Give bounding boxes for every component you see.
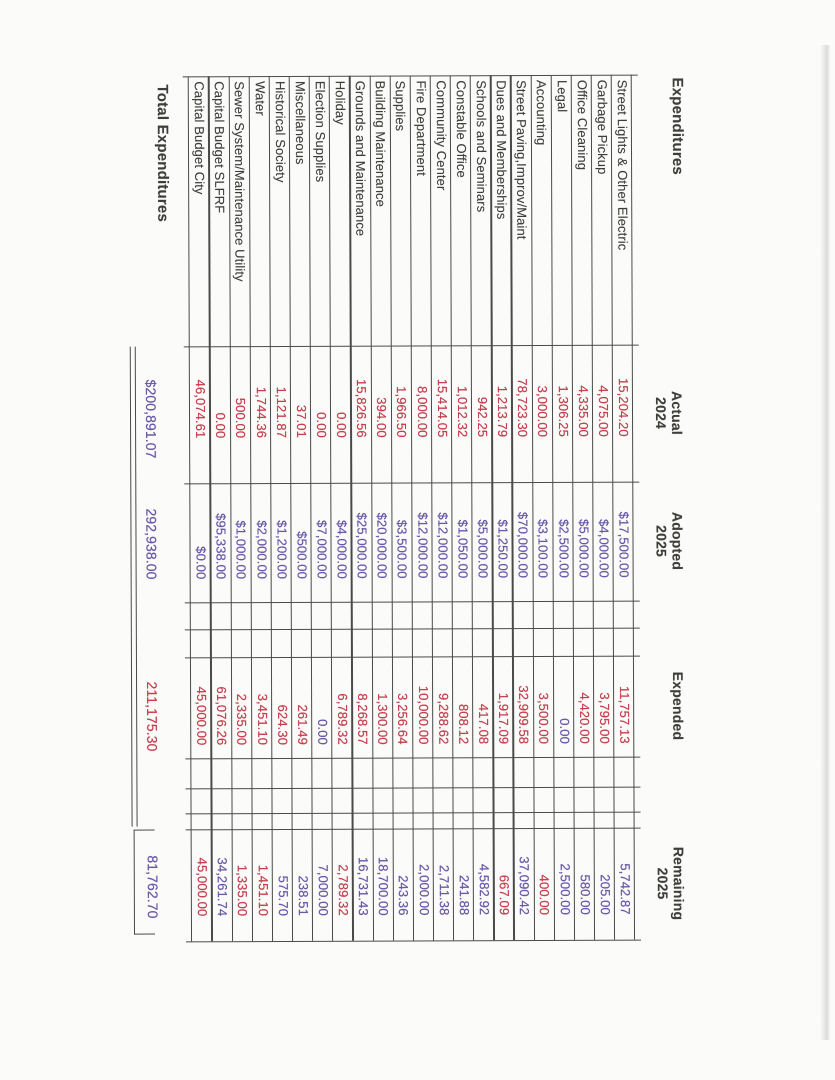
cell-remaining-2025: 2,789.32: [335, 863, 351, 916]
cell-account-name: Community Center: [433, 79, 449, 190]
table-row: [531, 74, 554, 939]
cell-account-name: Accounting: [533, 79, 549, 145]
cell-actual-2024: 15,826.56: [353, 378, 369, 438]
table-row: [390, 75, 413, 940]
cell-adopted-2025: $17,500.00: [615, 511, 632, 578]
cell-actual-2024: 1,213.79: [494, 385, 510, 437]
cell-actual-2024: 37.01: [293, 404, 309, 438]
cell-adopted-2025: $12,000.00: [414, 511, 430, 579]
cell-remaining-2025: 667.09: [496, 874, 512, 915]
cell-adopted-2025: $0.00: [193, 545, 209, 579]
column-header-line: 2024: [652, 396, 669, 429]
column-header-line: Expended: [669, 671, 686, 740]
table-row: [510, 75, 533, 940]
table-body: [188, 74, 634, 941]
total-single-underline: [133, 829, 154, 934]
cell-actual-2024: 1,012.32: [454, 385, 470, 437]
table-row: [551, 74, 574, 939]
column-header-line: Actual: [668, 390, 685, 435]
cell-account-name: Street Paving,Improv/Maint: [513, 79, 530, 240]
cell-account-name: Fire Department: [412, 79, 429, 176]
table-row: [229, 76, 252, 941]
cell-account-name: Dues and Memberships: [493, 79, 509, 220]
cell-account-name: Legal: [553, 79, 569, 112]
table-row: [289, 75, 312, 940]
cell-actual-2024: 15,414.05: [434, 378, 450, 437]
cell-remaining-2025: 2,000.00: [415, 863, 432, 916]
cell-expended: 3,256.64: [395, 692, 411, 745]
table-row: [591, 74, 614, 939]
total-expenditures-label: Total Expenditures: [153, 83, 171, 222]
total-remaining-2025: 81,762.70: [144, 854, 161, 919]
cell-account-name: Miscellaneous: [292, 80, 308, 165]
cell-remaining-2025: 1,451.10: [254, 864, 271, 916]
cell-adopted-2025: $12,000.00: [434, 511, 450, 578]
table-row: [349, 75, 372, 940]
cell-remaining-2025: 580.00: [577, 873, 593, 915]
cell-account-name: Constable Office: [453, 79, 469, 178]
cell-adopted-2025: $20,000.00: [374, 512, 390, 579]
table-row: [410, 75, 433, 940]
cell-actual-2024: 1,744.36: [252, 386, 269, 438]
cell-expended: 6,789.32: [334, 692, 350, 745]
cell-remaining-2025: 243.36: [395, 874, 411, 916]
cell-adopted-2025: $4,000.00: [595, 518, 612, 578]
cell-account-name: Sewer System/Maintenance Utility: [231, 80, 248, 282]
cell-expended: 2,335.00: [234, 693, 250, 745]
cell-remaining-2025: 400.00: [536, 874, 552, 915]
cell-expended: 1,917.09: [495, 692, 511, 744]
cell-remaining-2025: 5,742.87: [617, 862, 633, 915]
cell-account-name: Street Lights & Other Electric: [614, 79, 630, 250]
cell-adopted-2025: $95,338.00: [213, 512, 229, 579]
cell-expended: 624.30: [274, 704, 290, 745]
cell-adopted-2025: $7,000.00: [313, 519, 330, 579]
cell-account-name: Office Cleaning: [573, 79, 590, 170]
column-header-line: 2025: [652, 524, 670, 557]
cell-remaining-2025: 16,731.43: [355, 856, 371, 916]
total-adopted-2025: 292,938.00: [142, 507, 160, 580]
table-row: [430, 75, 453, 940]
cell-expended: 1,300.00: [374, 692, 391, 745]
cell-actual-2024: 4,075.00: [595, 384, 611, 437]
cell-account-name: Schools and Seminars: [473, 79, 489, 212]
cell-remaining-2025: 238.51: [295, 875, 311, 916]
cell-adopted-2025: $2,000.00: [253, 519, 269, 579]
cell-expended: 4,420.00: [576, 691, 592, 744]
cell-expended: 32,909.58: [515, 684, 532, 744]
total-expended: 211,175.30: [143, 680, 160, 752]
cell-remaining-2025: 4,582.92: [476, 863, 492, 915]
cell-adopted-2025: $3,100.00: [535, 518, 551, 578]
table-row: [269, 75, 292, 940]
cell-adopted-2025: $5,000.00: [474, 518, 491, 578]
total-actual-2024: $200,891.07: [142, 379, 159, 459]
cell-expended: 11,757.13: [616, 685, 632, 744]
cell-adopted-2025: $1,250.00: [495, 518, 511, 578]
table-row: [490, 75, 513, 940]
cell-remaining-2025: 205.00: [597, 873, 613, 915]
cell-expended: 417.08: [475, 703, 491, 744]
column-header-expended: [669, 655, 685, 756]
column-header-line: 2025: [654, 867, 671, 900]
cell-adopted-2025: $500.00: [293, 530, 309, 579]
table-row: [611, 74, 634, 939]
table-row: [309, 75, 332, 940]
cell-remaining-2025: 241.88: [456, 874, 472, 915]
cell-actual-2024: 3,000.00: [534, 385, 551, 437]
cell-remaining-2025: 18,700.00: [375, 856, 391, 916]
cell-account-name: Grounds and Maintenance: [352, 80, 369, 236]
cell-expended: 3,795.00: [596, 691, 612, 744]
cell-expended: 808.12: [455, 703, 471, 744]
cell-expended: 0.00: [314, 718, 330, 745]
column-header-actual-2024: [652, 344, 685, 481]
cell-remaining-2025: 2,711.38: [436, 864, 452, 915]
cell-actual-2024: 1,121.87: [273, 386, 289, 438]
table-row: [188, 76, 211, 941]
cell-actual-2024: 0.00: [333, 411, 349, 438]
cell-remaining-2025: 1,335.00: [234, 864, 250, 916]
cell-account-name: Capital Budget SLFRF: [211, 80, 228, 213]
cell-actual-2024: 78,723.30: [514, 377, 530, 437]
cell-actual-2024: 1,966.50: [393, 385, 410, 438]
table-row: [208, 76, 231, 941]
cell-adopted-2025: $2,500.00: [555, 518, 571, 578]
cell-adopted-2025: $25,000.00: [354, 512, 370, 579]
cell-remaining-2025: 34,261.74: [214, 856, 230, 916]
total-double-underline: [129, 346, 137, 826]
cell-remaining-2025: 7,000.00: [315, 863, 331, 916]
column-header-line: Adopted: [668, 511, 686, 570]
cell-expended: 9,288.62: [435, 692, 451, 744]
column-header-line: Remaining: [670, 846, 687, 920]
cell-expended: 0.00: [556, 717, 572, 744]
section-header-expenditures: Expenditures: [668, 76, 686, 175]
cell-expended: 61,076.26: [213, 685, 230, 745]
cell-remaining-2025: 45,000.00: [194, 857, 210, 916]
cell-actual-2024: 0.00: [313, 411, 329, 438]
cell-account-name: Building Maintenance: [372, 80, 389, 207]
cell-actual-2024: 394.00: [373, 396, 389, 438]
cell-account-name: Supplies: [392, 80, 408, 131]
cell-adopted-2025: $4,000.00: [334, 519, 350, 579]
cell-remaining-2025: 37,090.42: [516, 855, 532, 915]
cell-adopted-2025: $1,000.00: [233, 519, 249, 579]
cell-actual-2024: 500.00: [232, 397, 249, 438]
cell-actual-2024: 942.25: [474, 396, 490, 437]
cell-adopted-2025: $70,000.00: [515, 511, 531, 578]
cell-account-name: Capital Budget City: [191, 80, 207, 195]
cell-actual-2024: 4,335.00: [575, 384, 591, 437]
cell-actual-2024: 8,000.00: [414, 385, 430, 438]
cell-account-name: Holiday: [332, 80, 348, 125]
table-row: [329, 75, 352, 940]
cell-expended: 10,000.00: [415, 685, 431, 745]
cell-expended: 3,500.00: [536, 692, 552, 744]
cell-remaining-2025: 575.70: [274, 875, 291, 916]
cell-account-name: Election Supplies: [312, 80, 328, 182]
cell-actual-2024: 46,074.61: [192, 379, 208, 438]
cell-actual-2024: 0.00: [212, 412, 228, 438]
cell-remaining-2025: 2,500.00: [556, 863, 573, 915]
cell-actual-2024: 1,306.25: [554, 385, 571, 437]
table-row: [450, 75, 473, 940]
cell-expended: 3,451.10: [254, 693, 270, 745]
cell-account-name: Water: [251, 80, 267, 116]
column-header-adopted-2025: [653, 481, 685, 600]
cell-adopted-2025: $5,000.00: [575, 518, 591, 578]
cell-adopted-2025: $3,500.00: [394, 519, 410, 579]
table-row: [369, 75, 392, 940]
table-row: [249, 76, 272, 941]
table-row: [470, 75, 493, 940]
table-row: [571, 74, 594, 939]
cell-actual-2024: 15,204.20: [615, 377, 631, 437]
cell-expended: 45,000.00: [193, 686, 209, 745]
cell-account-name: Historical Society: [271, 80, 288, 183]
cell-adopted-2025: $1,050.00: [454, 519, 471, 578]
cell-account-name: Garbage Pickup: [594, 79, 610, 174]
cell-expended: 8,268.57: [354, 692, 371, 745]
column-header-remaining-2025: [654, 827, 686, 939]
cell-adopted-2025: $1,200.00: [273, 519, 289, 579]
cell-expended: 261.49: [294, 704, 310, 745]
